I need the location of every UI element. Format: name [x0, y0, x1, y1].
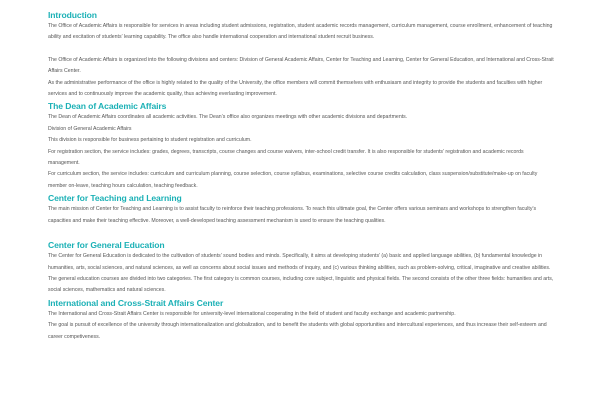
- teaching-paragraph-1: The main mission of Center for Teaching and Learning is to assist faculty to reinforce their teaching professions. To reach this ultimate goal, the Center offers various seminars and workshops to strengthen faculty’s capacities and make their teaching effective. Moreover, a well-developed teaching assessment mechanism is used to ensure the teaching qualities.: [48, 206, 537, 224]
- introduction-paragraph-3: As the administrative performance of the office is highly related to the quality of the University, the office members will commit themselves with enthusiasm and integrity to provide the students and faculties with higher services and to continuously improve the academic quality, thus achieving everlasting improvement.: [48, 79, 543, 98]
- international-paragraph-1: The International and Cross-Strait Affairs Center is responsible for university-level international cooperating in the field of student and faculty exchange and academic partnership.: [48, 310, 456, 317]
- curriculum-paragraph: For curriculum section, the service includes: curriculum and curriculum planning, course selection, course syllabus, examinations, selective course credits calculation, class suspension/substitute/make-up on faculty member on-leave, teaching hours calculation, teaching feedback.: [48, 171, 538, 189]
- spacer: [48, 44, 556, 55]
- international-paragraph-2: The goal is pursuit of excellence of the university through internationalization and globalization, and to benefit the students with global opportunities and intercultural experiences, and thus increase their self-esteem and career competiveness.: [48, 322, 547, 340]
- spacer: [48, 227, 556, 239]
- general-education-heading: Center for General Education: [48, 240, 165, 251]
- document-page: [48, 9, 556, 343]
- general-education-paragraph-1: The Center for General Education is dedicated to the cultivation of students’ sound bodies and minds. Specifically, it aims at developing students’ (a) basic and applied language abilities, (b) fundamental knowledge in humanities, arts, social sciences, and natural sciences, as well as concerns about social issues and methods of inquiry, and (c) various thinking abilities, such as problem-solving, critical, imaginative and creative abilities.: [48, 253, 551, 271]
- international-heading: International and Cross-Strait Affairs Center: [48, 297, 224, 308]
- introduction-heading: Introduction: [48, 10, 97, 20]
- general-education-paragraph-2: The general education courses are divided into two categories. The first category is common courses, including core subject, linguistic and physical fields. The second consists of the other three fields: humanities and arts, social sciences, mathematics and natural sciences.: [48, 275, 554, 294]
- introduction-paragraph-2: The Office of Academic Affairs is organized into the following divisions and centers: Division of General Academic Affairs, Center for Teaching and Learning, Center for General Education, and International and Cross-Strait Affairs Center.: [48, 56, 554, 75]
- dean-paragraph-3: This division is responsible for business pertaining to student registration and curriculum.: [48, 137, 252, 144]
- division-title: Division of General Academic Affairs: [48, 125, 132, 132]
- dean-paragraph-1: The Dean of Academic Affairs coordinates all academic activities. The Dean’s office also organizes meetings with other academic divisions and departments.: [48, 114, 408, 121]
- teaching-heading: Center for Teaching and Learning: [48, 193, 182, 204]
- introduction-paragraph-1: The Office of Academic Affairs is responsible for services in areas including student admissions, registration, student academic records management, curriculum management, course enrollment, enhancement of teaching ability and excitation of students’ learning capability. The office also handle international cooperation and international student recruit business.: [48, 23, 553, 41]
- registration-paragraph: For registration section, the service includes: grades, degrees, transcripts, course changes and course waivers, inter-school credit transfer. It is also responsible for students’ registration and academic records management.: [48, 148, 524, 167]
- dean-heading: The Dean of Academic Affairs: [48, 101, 167, 112]
